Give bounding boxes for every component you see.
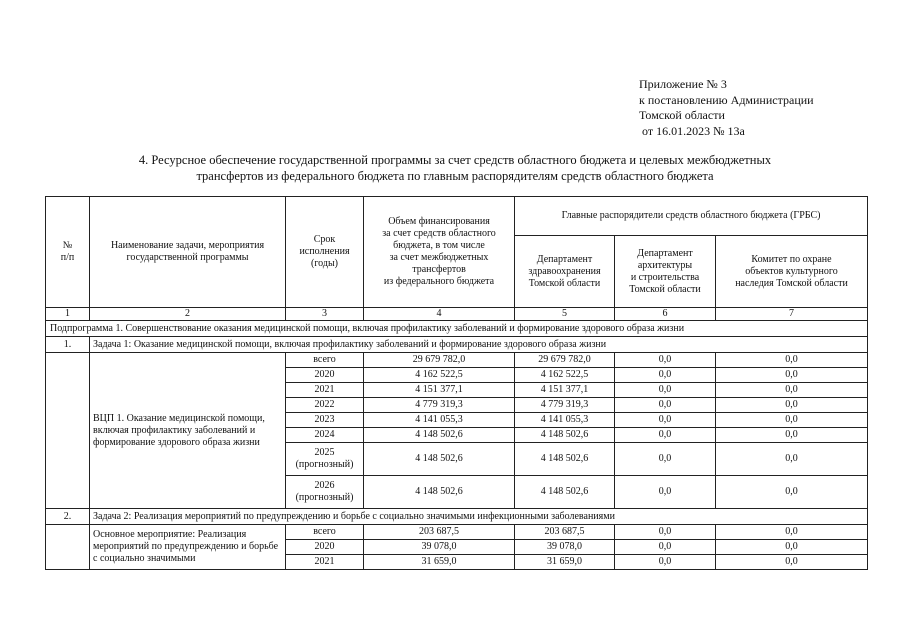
- col-number: 2: [90, 308, 286, 321]
- committee-cell: 0,0: [716, 383, 868, 398]
- title-line: трансфертов из федерального бюджета по главным распорядителям средств областного бюджета: [196, 169, 714, 183]
- col-number: 6: [615, 308, 716, 321]
- health-cell: 29 679 782,0: [515, 353, 615, 368]
- arch-cell: 0,0: [615, 428, 716, 443]
- committee-cell: 0,0: [716, 413, 868, 428]
- col-number: 3: [286, 308, 364, 321]
- volume-cell: 4 162 522,5: [364, 368, 515, 383]
- term-cell: 2026 (прогнозный): [286, 476, 364, 509]
- annex-line: Томской области: [639, 108, 725, 123]
- volume-cell: 39 078,0: [364, 540, 515, 555]
- arch-cell: 0,0: [615, 476, 716, 509]
- health-cell: 39 078,0: [515, 540, 615, 555]
- task-num: 1.: [46, 337, 90, 353]
- health-cell: 4 141 055,3: [515, 413, 615, 428]
- document-title: [60, 152, 850, 184]
- term-cell: 2020: [286, 368, 364, 383]
- arch-cell: 0,0: [615, 383, 716, 398]
- column-number-row: [46, 308, 868, 321]
- term-cell: 2022: [286, 398, 364, 413]
- table-row: [46, 525, 868, 540]
- header-volume: Объем финансирования за счет средств областного бюджета, в том числе за счет межбюджетных трансфертов из федерального бюджета: [364, 197, 515, 308]
- header-dept-health: Департамент здравоохранения Томской области: [515, 236, 615, 308]
- resource-table: [45, 196, 868, 570]
- health-cell: 31 659,0: [515, 555, 615, 570]
- header-name: Наименование задачи, мероприятия государственной программы: [90, 197, 286, 308]
- col-number: 7: [716, 308, 868, 321]
- volume-cell: 4 151 377,1: [364, 383, 515, 398]
- header-num: № п/п: [46, 197, 90, 308]
- arch-cell: 0,0: [615, 540, 716, 555]
- vcp-name: ВЦП 1. Оказание медицинской помощи, включая профилактику заболеваний и формирование здорового образа жизни: [90, 353, 286, 509]
- arch-cell: 0,0: [615, 353, 716, 368]
- volume-cell: 4 148 502,6: [364, 476, 515, 509]
- annex-block: [639, 77, 814, 139]
- annex-line: Приложение № 3: [639, 77, 727, 91]
- task-title: Задача 2: Реализация мероприятий по предупреждению и борьбе с социально значимыми инфекционными заболеваниями: [90, 509, 868, 525]
- committee-cell: 0,0: [716, 443, 868, 476]
- header-term: Срок исполнения (годы): [286, 197, 364, 308]
- header-committee: Комитет по охране объектов культурного наследия Томской области: [716, 236, 868, 308]
- health-cell: 4 148 502,6: [515, 476, 615, 509]
- task-num: 2.: [46, 509, 90, 525]
- task-row: [46, 337, 868, 353]
- volume-cell: 4 779 319,3: [364, 398, 515, 413]
- task-row: [46, 509, 868, 525]
- health-cell: 4 148 502,6: [515, 443, 615, 476]
- term-cell: 2020: [286, 540, 364, 555]
- health-cell: 4 162 522,5: [515, 368, 615, 383]
- committee-cell: 0,0: [716, 428, 868, 443]
- committee-cell: 0,0: [716, 398, 868, 413]
- term-cell: 2025 (прогнозный): [286, 443, 364, 476]
- arch-cell: 0,0: [615, 555, 716, 570]
- volume-cell: 31 659,0: [364, 555, 515, 570]
- volume-cell: 29 679 782,0: [364, 353, 515, 368]
- term-cell: всего: [286, 353, 364, 368]
- term-cell: 2023: [286, 413, 364, 428]
- col-number: 1: [46, 308, 90, 321]
- col-number: 4: [364, 308, 515, 321]
- volume-cell: 4 148 502,6: [364, 428, 515, 443]
- header-dept-arch: Департамент архитектуры и строительства Томской области: [615, 236, 716, 308]
- committee-cell: 0,0: [716, 476, 868, 509]
- empty-num-cell: [46, 525, 90, 570]
- committee-cell: 0,0: [716, 555, 868, 570]
- arch-cell: 0,0: [615, 413, 716, 428]
- task-title: Задача 1: Оказание медицинской помощи, включая профилактику заболеваний и формирование здорового образа жизни: [90, 337, 868, 353]
- committee-cell: 0,0: [716, 540, 868, 555]
- arch-cell: 0,0: [615, 443, 716, 476]
- empty-num-cell: [46, 353, 90, 509]
- table-row: [46, 353, 868, 368]
- main-event-name: Основное мероприятие: Реализация мероприятий по предупреждению и борьбе с социально значимыми: [90, 525, 286, 570]
- subprogram-title: Подпрограмма 1. Совершенствование оказания медицинской помощи, включая профилактику заболеваний и формирование здорового образа жизни: [46, 321, 868, 337]
- health-cell: 4 151 377,1: [515, 383, 615, 398]
- committee-cell: 0,0: [716, 368, 868, 383]
- volume-cell: 4 141 055,3: [364, 413, 515, 428]
- arch-cell: 0,0: [615, 525, 716, 540]
- term-cell: 2021: [286, 383, 364, 398]
- annex-line: к постановлению Администрации: [639, 92, 814, 107]
- subprogram-row: [46, 321, 868, 337]
- term-cell: 2021: [286, 555, 364, 570]
- health-cell: 203 687,5: [515, 525, 615, 540]
- health-cell: 4 148 502,6: [515, 428, 615, 443]
- col-number: 5: [515, 308, 615, 321]
- volume-cell: 203 687,5: [364, 525, 515, 540]
- term-cell: 2024: [286, 428, 364, 443]
- arch-cell: 0,0: [615, 368, 716, 383]
- header-grbs: Главные распорядители средств областного бюджета (ГРБС): [515, 197, 868, 236]
- annex-line: от 16.01.2023 № 13а: [642, 123, 745, 138]
- arch-cell: 0,0: [615, 398, 716, 413]
- committee-cell: 0,0: [716, 353, 868, 368]
- title-line: 4. Ресурсное обеспечение государственной программы за счет средств областного бюджета и целевых межбюджетных: [138, 153, 772, 167]
- health-cell: 4 779 319,3: [515, 398, 615, 413]
- committee-cell: 0,0: [716, 525, 868, 540]
- volume-cell: 4 148 502,6: [364, 443, 515, 476]
- term-cell: всего: [286, 525, 364, 540]
